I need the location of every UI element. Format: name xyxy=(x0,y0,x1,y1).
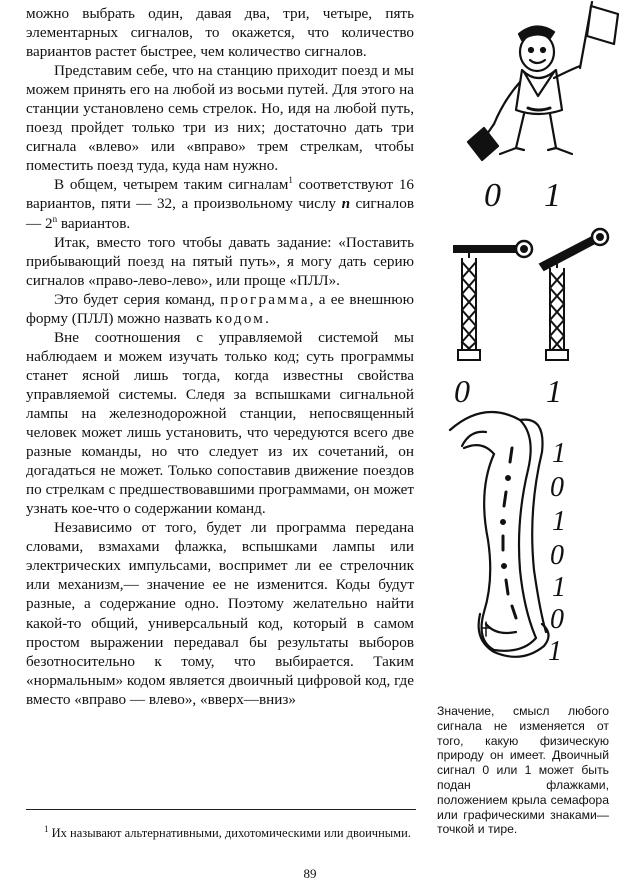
paragraph-2 xyxy=(26,61,414,175)
main-text-column xyxy=(26,4,414,709)
paragraph-5-text-c: . xyxy=(265,309,269,327)
page-number: 89 xyxy=(303,866,317,881)
semaphore-digit-0: 0 xyxy=(454,373,470,409)
illustration-caption xyxy=(437,704,609,837)
paragraph-2-text: Представим себе, что на станцию приходит поезд и мы можем принять его на любой из восьми путей. Для этого на станции установлено семь стрелок. Но, идя на любой путь, поезд пройдет только три из них; достаточно дать три сигнала «влево» или «вправо» трем стрелкам, чтобы поместить поезд туда, куда нам нужно. xyxy=(26,62,414,175)
paragraph-1 xyxy=(26,4,414,61)
footnote-divider xyxy=(26,809,416,810)
paragraph-3-text-b: соответствуют 16 вариантов, пяти — 32, а произвольному числу xyxy=(26,176,415,213)
variable-n: n xyxy=(341,195,351,213)
paragraph-7-text: Независимо от того, будет ли программа передана словами, взмахами флажка, вспышками лампы или электрических импульсами, воспримет ли ее стрелочник или механизм,— значение ее не изменится. Коды будут разные, а содержание одно. Поэтому желательно найти какой-то общий, универсальный код, который в самом простом выражении передавал бы результаты выборов безотносительно к тому, что выбирается. Таким «нормальным» кодом является двоичный цифровой код, где вместо «вправо — влево», «вверх—вниз» xyxy=(26,519,415,708)
footnote-reference: 1 xyxy=(288,175,293,186)
paper-tape-icon xyxy=(450,412,549,657)
term-program: программа xyxy=(220,290,310,308)
tape-digit-5: 1 xyxy=(552,572,566,603)
paragraph-4 xyxy=(26,233,414,290)
paragraph-1-text: можно выбрать один, давая два, три, четыре, пять элементарных сигналов, то окажется, что количество вариантов растет быстрее, чем количество сигналов. xyxy=(26,5,414,61)
paragraph-5 xyxy=(26,290,414,328)
paragraph-5-text-a: Это будет серия команд, xyxy=(54,290,221,308)
caption-text: Значение, смысл любого сигнала не изменяется от того, какую физическую природу он имеет. Двоичный сигнал 0 или 1 может быть подан флажками, положением крыла семафора или графическими знаками— точкой и тире. xyxy=(437,704,609,837)
tape-digit-4: 0 xyxy=(550,540,564,571)
semaphore-digit-1: 1 xyxy=(546,373,562,409)
footnote xyxy=(26,823,418,841)
paragraph-3 xyxy=(26,175,414,232)
tape-digit-8: 1 xyxy=(548,636,562,667)
paragraph-3-text-a: В общем, четырем таким сигналам xyxy=(54,176,289,194)
flag-digit-0: 0 xyxy=(484,177,501,214)
footnote-mark: 1 xyxy=(44,823,49,834)
tape-digit-6: 0 xyxy=(550,604,564,635)
paragraph-6-text: Вне соотношения с управляемой системой мы наблюдаем и можем изучать только код; суть программы станет ясной лишь тогда, когда известны свойства управляемой системы. Следя за вспышками сигнальной лампы на железнодорожной станции, непосвященный человек может лишь установить, что чередуются всего две разные команды, но что следует из их сочетаний, он догадаться не может. Только сопоставив движение поездов по стрелкам с предшествовавшими программами, он может узнать кое-что о содержании команд. xyxy=(26,328,414,518)
paragraph-3-text-d: вариантов. xyxy=(57,214,131,232)
paragraph-7 xyxy=(26,518,414,708)
paragraph-6 xyxy=(26,328,414,518)
tape-digit-3: 1 xyxy=(552,506,566,537)
flag-digit-1: 1 xyxy=(544,177,561,214)
binary-signals-illustration xyxy=(424,0,620,700)
tape-digit-1: 1 xyxy=(552,438,566,469)
paragraph-5-text-b: , а ее внешнюю форму (ПЛЛ) можно назвать xyxy=(26,290,414,327)
tape-digit-2: 0 xyxy=(550,472,564,503)
term-code: кодом xyxy=(215,309,266,327)
sailor-with-flags-icon xyxy=(468,2,618,160)
paragraph-3-text-c: сигналов — 2 xyxy=(26,195,414,232)
semaphore-up-icon xyxy=(540,229,608,360)
footnote-text: Их называют альтернативными, дихотомическими или двоичными. xyxy=(48,826,411,840)
semaphore-down-icon xyxy=(454,241,532,360)
exponent-n: n xyxy=(52,213,58,224)
paragraph-4-text: Итак, вместо того чтобы давать задание: «Поставить прибывающий поезд на пятый путь», я могу дать серию сигналов «право-лево-лево», или проще «ПЛЛ». xyxy=(26,233,414,289)
